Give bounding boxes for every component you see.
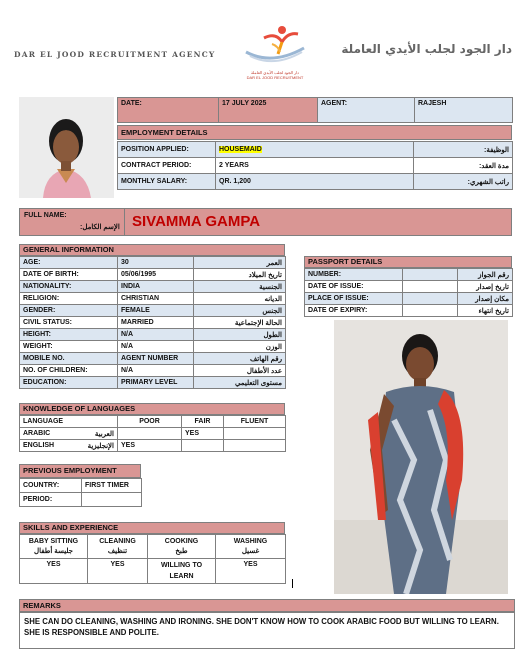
language-fair: YES xyxy=(182,428,224,440)
general-info-label-arabic: الديانه xyxy=(194,293,286,305)
full-name-divider xyxy=(124,209,125,235)
skill-value: YES xyxy=(88,559,148,584)
language-poor: YES xyxy=(118,440,182,452)
general-info-label-arabic: مستوى التعليمي xyxy=(194,377,286,389)
passport-row xyxy=(305,305,513,317)
employment-label-arabic: الوظيفة: xyxy=(414,142,513,158)
skill-header xyxy=(20,535,88,559)
general-info-row xyxy=(20,257,286,269)
remarks-text: SHE CAN DO CLEANING, WASHING AND IRONING. SHE DON'T KNOW HOW TO COOK ARABIC FOOD BUT WILLING TO LEARN. SHE IS RESPONSIBLE AND POLITE. xyxy=(19,612,515,649)
skill-value: YES xyxy=(20,559,88,584)
general-info-label: MOBILE NO. xyxy=(20,353,118,365)
passport-label: NUMBER: xyxy=(305,269,403,281)
agency-name-arabic: دار الجود لجلب الأيدي العاملة xyxy=(341,42,512,56)
country-label: COUNTRY: xyxy=(20,479,82,493)
general-info-row xyxy=(20,377,286,389)
employment-details-title: EMPLOYMENT DETAILS xyxy=(117,125,512,140)
employment-value xyxy=(216,142,414,158)
general-info-label-arabic: الطول xyxy=(194,329,286,341)
general-info-value: FEMALE xyxy=(118,305,194,317)
languages-title: KNOWLEDGE OF LANGUAGES xyxy=(19,403,285,415)
general-info-label-arabic: الجنس xyxy=(194,305,286,317)
agent-label: AGENT: xyxy=(318,98,415,123)
full-name-bar xyxy=(19,208,512,236)
skill-en: BABY SITTING xyxy=(28,537,79,545)
passport-label: DATE OF ISSUE: xyxy=(305,281,403,293)
passport-label-arabic: مكان إصدار xyxy=(458,293,513,305)
passport-value xyxy=(403,293,458,305)
general-info-label-arabic: رقم الهاتف xyxy=(194,353,286,365)
passport-value xyxy=(403,269,458,281)
language-name-en: ARABIC xyxy=(23,429,51,437)
employment-details-table xyxy=(117,141,513,190)
skill-ar: جليسة أطفال xyxy=(34,547,73,555)
language-col-header: LANGUAGE xyxy=(20,416,118,428)
general-info-label: NO. OF CHILDREN: xyxy=(20,365,118,377)
passport-label-arabic: رقم الجواز xyxy=(458,269,513,281)
full-name-label-arabic: الإسم الكامل: xyxy=(80,224,120,231)
position-highlight: HOUSEMAID xyxy=(219,146,262,153)
general-info-label-arabic: تاريخ الميلاد xyxy=(194,269,286,281)
logo-arabic-text: دار الجود لجلب الأيدي العاملة xyxy=(251,70,299,75)
employment-label: MONTHLY SALARY: xyxy=(118,174,216,190)
skill-header xyxy=(216,535,286,559)
agency-logo xyxy=(242,22,308,84)
language-name-en: ENGLISH xyxy=(23,441,55,449)
date-label: DATE: xyxy=(118,98,219,123)
skill-header xyxy=(148,535,216,559)
language-fluent xyxy=(224,428,286,440)
previous-employment-table xyxy=(19,478,142,507)
general-info-label: WEIGHT: xyxy=(20,341,118,353)
skill-header xyxy=(88,535,148,559)
skill-en: CLEANING xyxy=(99,537,136,545)
general-info-value: N/A xyxy=(118,341,194,353)
language-poor xyxy=(118,428,182,440)
passport-value xyxy=(403,305,458,317)
skill-ar: تنظيف xyxy=(107,547,128,555)
general-info-label-arabic: العمر xyxy=(194,257,286,269)
general-info-row xyxy=(20,341,286,353)
general-info-value: INDIA xyxy=(118,281,194,293)
general-info-value: CHRISTIAN xyxy=(118,293,194,305)
general-info-row xyxy=(20,365,286,377)
remarks-title: REMARKS xyxy=(19,599,515,612)
general-info-value: MARRIED xyxy=(118,317,194,329)
language-fluent xyxy=(224,440,286,452)
previous-employment-title: PREVIOUS EMPLOYMENT xyxy=(19,464,141,478)
language-name xyxy=(20,440,118,452)
skill-en: WASHING xyxy=(233,537,268,545)
general-info-label: HEIGHT: xyxy=(20,329,118,341)
employment-label: CONTRACT PERIOD: xyxy=(118,158,216,174)
language-fair xyxy=(182,440,224,452)
passport-row xyxy=(305,269,513,281)
skill-value: YES xyxy=(216,559,286,584)
general-info-label: NATIONALITY: xyxy=(20,281,118,293)
employment-label-arabic: مدة العقد: xyxy=(414,158,513,174)
language-name-ar: الإنجليزية xyxy=(87,442,114,450)
language-name-ar: العربية xyxy=(94,430,114,438)
language-col-header: POOR xyxy=(118,416,182,428)
passport-value xyxy=(403,281,458,293)
general-info-row xyxy=(20,269,286,281)
general-information-title: GENERAL INFORMATION xyxy=(19,244,285,256)
general-info-label-arabic: الوزن xyxy=(194,341,286,353)
skill-ar: طبخ xyxy=(175,547,188,555)
general-info-row xyxy=(20,281,286,293)
skill-en: COOKING xyxy=(164,537,199,545)
period-label: PERIOD: xyxy=(20,493,82,507)
passport-label-arabic: تاريخ إصدار xyxy=(458,281,513,293)
employment-label-arabic: راتب الشهري: xyxy=(414,174,513,190)
general-info-label-arabic: الحالة الإجتماعية xyxy=(194,317,286,329)
general-info-row xyxy=(20,329,286,341)
general-info-label: EDUCATION: xyxy=(20,377,118,389)
general-info-value: AGENT NUMBER xyxy=(118,353,194,365)
passport-label-arabic: تاريخ انتهاء xyxy=(458,305,513,317)
date-agent-table xyxy=(117,97,513,123)
agent-value: RAJESH xyxy=(415,98,513,123)
general-info-label: CIVIL STATUS: xyxy=(20,317,118,329)
language-col-header: FLUENT xyxy=(224,416,286,428)
employment-label: POSITION APPLIED: xyxy=(118,142,216,158)
general-info-label: GENDER: xyxy=(20,305,118,317)
skills-title: SKILLS AND EXPERIENCE xyxy=(19,522,285,534)
general-info-value: PRIMARY LEVEL xyxy=(118,377,194,389)
skill-value: WILLING TO LEARN xyxy=(148,559,216,584)
logo-english-text: DAR EL JOOD RECRUITMENT xyxy=(246,75,304,80)
country-value: FIRST TIMER xyxy=(82,479,142,493)
employment-value: 2 YEARS xyxy=(216,158,414,174)
passport-details-title: PASSPORT DETAILS xyxy=(304,256,512,268)
general-info-row xyxy=(20,317,286,329)
skills-table xyxy=(19,534,286,584)
general-info-value: N/A xyxy=(118,329,194,341)
skill-ar: غسيل xyxy=(241,547,260,555)
general-info-label-arabic: الجنسية xyxy=(194,281,286,293)
language-col-header: FAIR xyxy=(182,416,224,428)
logo-figure-icon xyxy=(242,22,308,68)
general-info-label: AGE: xyxy=(20,257,118,269)
date-value: 17 JULY 2025 xyxy=(219,98,318,123)
general-info-value: 30 xyxy=(118,257,194,269)
employment-value: QR. 1,200 xyxy=(216,174,414,190)
general-information-table xyxy=(19,256,286,389)
passport-label: DATE OF EXPIRY: xyxy=(305,305,403,317)
passport-row xyxy=(305,281,513,293)
general-info-label: DATE OF BIRTH: xyxy=(20,269,118,281)
period-value xyxy=(82,493,142,507)
agency-name-english: DAR EL JOOD RECRUITMENT AGENCY xyxy=(14,50,216,59)
general-info-label-arabic: عدد الأطفال xyxy=(194,365,286,377)
language-name xyxy=(20,428,118,440)
passport-details-table xyxy=(304,268,513,317)
general-info-row xyxy=(20,305,286,317)
general-info-label: RELIGION: xyxy=(20,293,118,305)
full-name-value: SIVAMMA GAMPA xyxy=(132,213,261,230)
candidate-full-body-photo xyxy=(334,320,508,594)
general-info-value: N/A xyxy=(118,365,194,377)
general-info-value: 05/06/1995 xyxy=(118,269,194,281)
candidate-portrait-photo xyxy=(19,97,114,198)
passport-label: PLACE OF ISSUE: xyxy=(305,293,403,305)
passport-row xyxy=(305,293,513,305)
languages-table xyxy=(19,415,286,452)
general-info-row xyxy=(20,293,286,305)
text-cursor xyxy=(292,579,293,588)
general-info-row xyxy=(20,353,286,365)
full-name-label: FULL NAME: xyxy=(24,212,67,219)
